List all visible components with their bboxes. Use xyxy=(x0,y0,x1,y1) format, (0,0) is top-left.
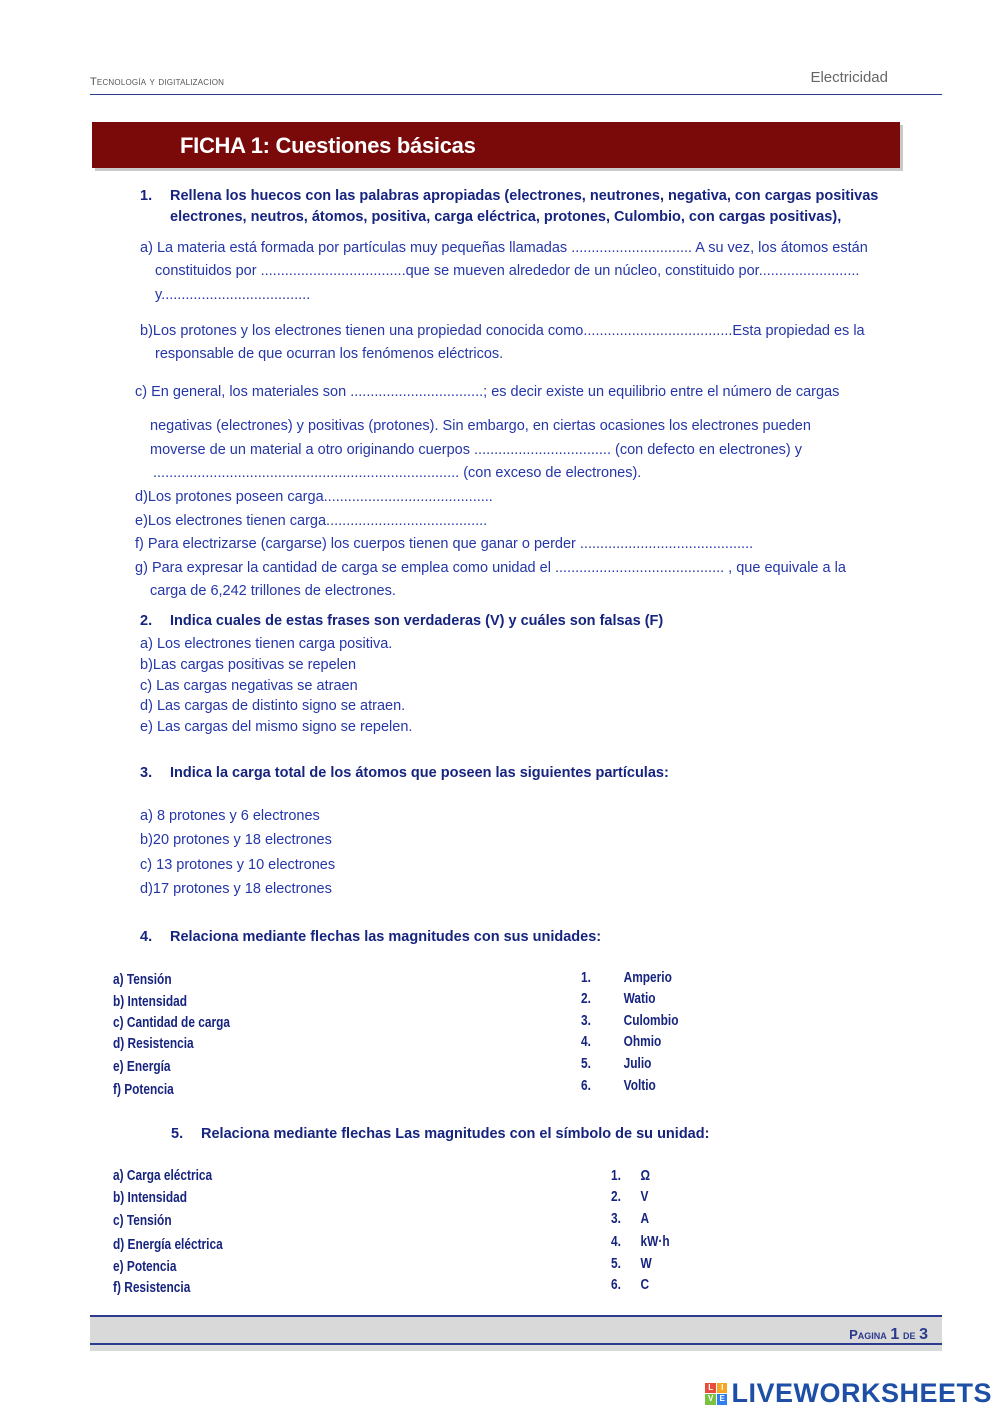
logo-letter-v: V xyxy=(705,1394,716,1405)
q1-a-label: a) xyxy=(140,240,153,256)
q3-a-text: 8 protones y 6 electrones xyxy=(156,808,320,824)
topic-header: Electricidad xyxy=(810,69,888,86)
q2-item-e xyxy=(140,720,412,736)
q1-a-line-3: y..................................... xyxy=(155,287,311,303)
logo-letter-i: I xyxy=(717,1383,728,1394)
q5-left-a-text: Carga eléctrica xyxy=(126,1168,213,1184)
q3-b-label: b) xyxy=(140,832,153,848)
q5-right-5-text: W xyxy=(640,1256,652,1272)
q4-left-b-text: Intensidad xyxy=(127,994,187,1010)
q4-right-3-text: Culombio xyxy=(623,1013,679,1029)
q1-d-label: d) xyxy=(135,489,148,505)
q1-a-line-2: constituidos por ....................................que se mueven alrededor de un núcleo, constituido por......................... xyxy=(155,263,860,279)
q2-c-text: Las cargas negativas se atraen xyxy=(156,678,358,694)
q4-right-6-text: Voltio xyxy=(623,1078,656,1094)
q5-left-a-label: a) xyxy=(113,1168,124,1184)
liveworksheets-watermark xyxy=(705,1378,992,1409)
question-4-text: Relaciona mediante flechas las magnitudes con sus unidades: xyxy=(170,929,602,945)
logo-letter-e: E xyxy=(717,1394,728,1405)
q1-b-line-1: Los protones y los electrones tienen una propiedad conocida como.....................................Esta propiedad es la xyxy=(152,323,865,339)
question-3-text: Indica la carga total de los átomos que poseen las siguientes partículas: xyxy=(170,765,669,781)
q4-left-e xyxy=(113,1059,171,1075)
question-5-number: 5. xyxy=(171,1126,184,1142)
q1-item-c xyxy=(135,385,839,401)
question-1-line-1: Rellena los huecos con las palabras apropiadas (electrones, neutrones, negativa, con cargas positivas xyxy=(170,188,879,204)
q4-left-b xyxy=(113,994,187,1010)
page-number: 1 xyxy=(890,1326,900,1343)
of-word: de xyxy=(902,1327,916,1342)
q5-left-e xyxy=(113,1259,176,1275)
q5-right-2-label: 2. xyxy=(611,1189,621,1205)
page-total: 3 xyxy=(919,1326,928,1343)
question-5-text: Relaciona mediante flechas Las magnitudes con el símbolo de su unidad: xyxy=(201,1126,710,1142)
q4-left-e-text: Energía xyxy=(126,1059,171,1075)
q5-right-1-text: Ω xyxy=(640,1168,651,1184)
q4-right-2-label: 2. xyxy=(581,991,591,1007)
q3-item-d xyxy=(140,882,332,898)
q1-item-a xyxy=(140,241,868,257)
q1-b-line-2: responsable de que ocurran los fenómenos eléctricos. xyxy=(155,346,504,362)
q2-b-text: Las cargas positivas se repelen xyxy=(152,657,357,673)
question-1-number: 1. xyxy=(140,188,153,204)
q4-left-c xyxy=(113,1015,230,1031)
q2-item-b xyxy=(140,658,356,674)
q2-a-text: Los electrones tienen carga positiva. xyxy=(156,636,393,652)
q3-item-b xyxy=(140,833,332,849)
q5-left-d-label: d) xyxy=(113,1237,125,1253)
q1-d-line-1: Los protones poseen carga.......................................... xyxy=(147,489,493,505)
q1-g-line-2: carga de 6,242 trillones de electrones. xyxy=(150,583,396,599)
q1-c-line-2: negativas (electrones) y positivas (protones). Sin embargo, en ciertas ocasiones los electrones pueden xyxy=(150,418,811,434)
q4-right-5 xyxy=(581,1056,651,1072)
q5-left-b-label: b) xyxy=(113,1190,125,1206)
q4-right-4-text: Ohmio xyxy=(623,1034,662,1050)
q2-item-a xyxy=(140,637,392,653)
subject-header: Tecnología y digitalizacion xyxy=(90,76,225,88)
q4-left-a-text: Tensión xyxy=(126,972,172,988)
q5-right-6-label: 6. xyxy=(611,1277,621,1293)
page-title: FICHA 1: Cuestiones básicas xyxy=(180,133,476,158)
q5-left-f-label: f) xyxy=(113,1280,121,1296)
logo-letter-l: L xyxy=(705,1383,716,1394)
q4-right-1 xyxy=(581,970,672,986)
q2-item-c xyxy=(140,679,358,695)
footer-bar xyxy=(90,1315,942,1351)
q5-left-c-label: c) xyxy=(113,1213,124,1229)
q4-left-d-text: Resistencia xyxy=(127,1036,194,1052)
q1-e-line-1: Los electrones tienen carga........................................ xyxy=(147,513,488,529)
q3-b-text: 20 protones y 18 electrones xyxy=(152,832,332,848)
q5-left-d-text: Energía eléctrica xyxy=(127,1237,223,1253)
q4-right-6-label: 6. xyxy=(581,1078,591,1094)
q1-item-d xyxy=(135,490,493,506)
q4-left-c-label: c) xyxy=(113,1015,124,1031)
q1-g-label: g) xyxy=(135,560,148,576)
q4-right-5-label: 5. xyxy=(581,1056,591,1072)
q4-right-1-text: Amperio xyxy=(623,970,672,986)
q1-item-g xyxy=(135,561,846,577)
q5-left-a xyxy=(113,1168,212,1184)
q5-right-3 xyxy=(611,1211,649,1227)
liveworksheets-brand: LIVEWORKSHEETS xyxy=(731,1378,992,1408)
q3-c-text: 13 protones y 10 electrones xyxy=(156,857,336,873)
q3-item-a xyxy=(140,809,320,825)
q5-left-b-text: Intensidad xyxy=(127,1190,187,1206)
q4-left-c-text: Cantidad de carga xyxy=(126,1015,230,1031)
liveworksheets-logo-icon xyxy=(705,1383,727,1405)
question-3-number: 3. xyxy=(140,765,153,781)
question-2-number: 2. xyxy=(140,613,153,629)
q1-g-line-1: Para expresar la cantidad de carga se emplea como unidad el .......................................... , que equivale a la xyxy=(151,560,846,576)
q5-left-d xyxy=(113,1237,223,1253)
q2-a-label: a) xyxy=(140,636,153,652)
q2-e-text: Las cargas del mismo signo se repelen. xyxy=(156,719,413,735)
q5-right-1 xyxy=(611,1168,650,1184)
q1-f-line-1: Para electrizarse (cargarse) los cuerpos tienen que ganar o perder ........................................... xyxy=(147,536,754,552)
q4-left-b-label: b) xyxy=(113,994,125,1010)
q4-left-f-text: Potencia xyxy=(124,1082,174,1098)
q1-e-label: e) xyxy=(135,513,148,529)
q3-d-label: d) xyxy=(140,881,153,897)
q4-left-e-label: e) xyxy=(113,1059,124,1075)
q5-right-4-label: 4. xyxy=(611,1234,621,1250)
q5-left-c xyxy=(113,1213,172,1229)
question-4-number: 4. xyxy=(140,929,153,945)
q4-right-4 xyxy=(581,1034,661,1050)
q5-right-5 xyxy=(611,1256,652,1272)
question-2-title xyxy=(140,613,663,629)
question-4-title xyxy=(140,929,601,945)
page-word: Pagina xyxy=(849,1327,887,1342)
q4-right-4-label: 4. xyxy=(581,1034,591,1050)
q3-d-text: 17 protones y 18 electrones xyxy=(152,881,332,897)
q5-right-1-label: 1. xyxy=(611,1168,621,1184)
question-3-title xyxy=(140,765,669,781)
q3-c-label: c) xyxy=(140,857,153,873)
q5-left-b xyxy=(113,1190,187,1206)
q5-right-2-text: V xyxy=(640,1189,649,1205)
q1-item-e xyxy=(135,514,487,530)
q4-left-f-label: f) xyxy=(113,1082,121,1098)
q2-d-label: d) xyxy=(140,698,153,714)
q5-right-6 xyxy=(611,1277,649,1293)
q1-c-label: c) xyxy=(135,384,148,400)
q4-right-6 xyxy=(581,1078,656,1094)
footer-rule xyxy=(90,1343,942,1345)
q1-c-line-4: ............................................................................ (con exceso de electrones). xyxy=(153,465,642,481)
question-1-title xyxy=(140,188,878,204)
q5-right-4 xyxy=(611,1234,670,1250)
q2-d-text: Las cargas de distinto signo se atraen. xyxy=(156,698,406,714)
q2-e-label: e) xyxy=(140,719,153,735)
q5-right-4-text: kW·h xyxy=(640,1234,670,1250)
q1-c-line-1: En general, los materiales son .................................; es decir existe un equilibrio entre el número de cargas xyxy=(151,384,840,400)
q5-right-5-label: 5. xyxy=(611,1256,621,1272)
q4-right-2 xyxy=(581,991,656,1007)
q5-left-e-text: Potencia xyxy=(126,1259,177,1275)
q3-item-c xyxy=(140,858,335,874)
q5-left-e-label: e) xyxy=(113,1259,124,1275)
question-5-title xyxy=(171,1126,709,1142)
q5-right-6-text: C xyxy=(640,1277,650,1293)
page-indicator xyxy=(849,1326,928,1344)
q5-right-2 xyxy=(611,1189,648,1205)
q5-left-f-text: Resistencia xyxy=(124,1280,191,1296)
q4-left-a xyxy=(113,972,172,988)
q3-a-label: a) xyxy=(140,808,153,824)
q2-c-label: c) xyxy=(140,678,153,694)
q4-left-d-label: d) xyxy=(113,1036,125,1052)
q2-item-d xyxy=(140,699,405,715)
q4-left-a-label: a) xyxy=(113,972,124,988)
q4-right-3-label: 3. xyxy=(581,1013,591,1029)
q4-right-1-label: 1. xyxy=(581,970,591,986)
q1-f-label: f) xyxy=(135,536,144,552)
q4-right-5-text: Julio xyxy=(623,1056,652,1072)
q2-b-label: b) xyxy=(140,657,153,673)
header-divider xyxy=(90,94,942,95)
question-1-line-2: electrones, neutros, átomos, positiva, carga eléctrica, protones, Culombio, con cargas positivas), xyxy=(170,209,842,225)
question-2-text: Indica cuales de estas frases son verdaderas (V) y cuáles son falsas (F) xyxy=(170,613,664,629)
q4-left-d xyxy=(113,1036,194,1052)
q1-item-b xyxy=(140,324,865,340)
title-banner xyxy=(92,122,900,168)
q1-b-label: b) xyxy=(140,323,153,339)
q5-right-3-text: A xyxy=(640,1211,650,1227)
q5-right-3-label: 3. xyxy=(611,1211,621,1227)
q1-item-f xyxy=(135,537,753,553)
q1-c-line-3: moverse de un material a otro originando cuerpos .................................. (con defecto en electrones) y xyxy=(150,442,803,458)
q5-left-c-text: Tensión xyxy=(126,1213,172,1229)
q5-left-f xyxy=(113,1280,190,1296)
q1-a-line-1: La materia está formada por partículas muy pequeñas llamadas .............................. A su vez, los átomos están xyxy=(156,240,868,256)
q4-left-f xyxy=(113,1082,174,1098)
q4-right-2-text: Watio xyxy=(623,991,656,1007)
q4-right-3 xyxy=(581,1013,678,1029)
